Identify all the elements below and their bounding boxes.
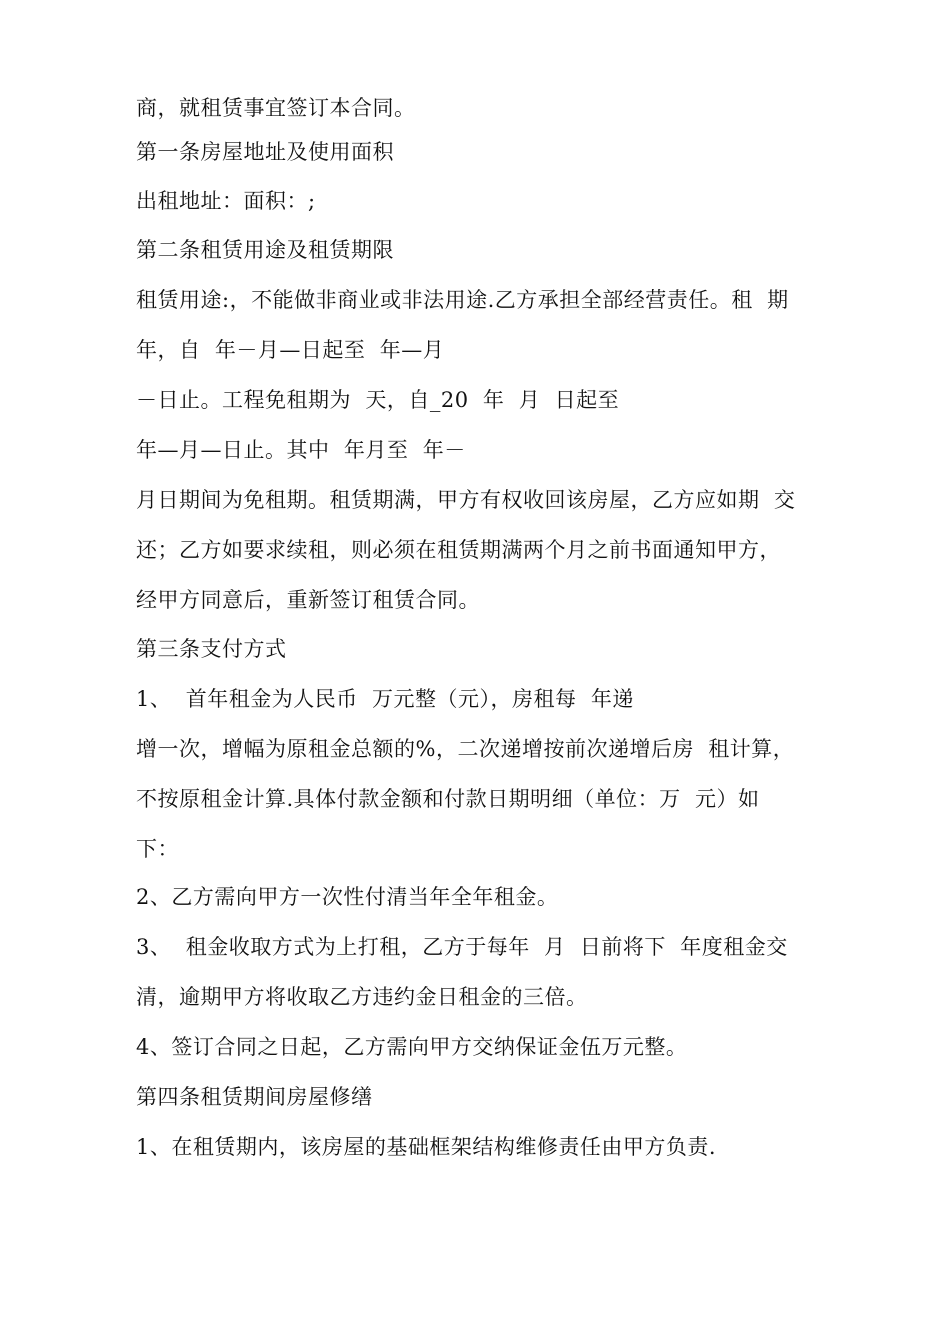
text-line: 经甲方同意后，重新签订租赁合同。 bbox=[136, 588, 480, 612]
text-line: 年—月—日止。其中 年月至 年－ bbox=[136, 438, 466, 462]
section-heading: 第二条租赁用途及租赁期限 bbox=[136, 238, 394, 262]
text-line: 月日期间为免租期。租赁期满，甲方有权收回该房屋，乙方应如期 交 bbox=[136, 488, 796, 512]
section-heading: 第四条租赁期间房屋修缮 bbox=[136, 1085, 373, 1109]
text-line: 3、 租金收取方式为上打租，乙方于每年 月 日前将下 年度租金交 bbox=[136, 935, 788, 959]
text-line: 年，自 年－月—日起至 年—月 bbox=[136, 338, 445, 362]
text-line: 下： bbox=[136, 837, 179, 861]
text-line: 清，逾期甲方将收取乙方违约金日租金的三倍。 bbox=[136, 985, 588, 1009]
section-heading: 第一条房屋地址及使用面积 bbox=[136, 140, 394, 164]
text-line: 1、 首年租金为人民币 万元整（元），房租每 年递 bbox=[136, 687, 634, 711]
text-line: 商，就租赁事宜签订本合同。 bbox=[136, 96, 416, 120]
text-line: 租赁用途:，不能做非商业或非法用途.乙方承担全部经营责任。租 期 bbox=[136, 288, 789, 312]
text-line: 不按原租金计算.具体付款金额和付款日期明细（单位：万 元）如 bbox=[136, 787, 760, 811]
text-line: 2、乙方需向甲方一次性付清当年全年租金。 bbox=[136, 885, 559, 909]
text-line: 还；乙方如要求续租，则必须在租赁期满两个月之前书面通知甲方， bbox=[136, 538, 781, 562]
section-heading: 第三条支付方式 bbox=[136, 637, 287, 661]
text-line: 出租地址：面积：; bbox=[136, 189, 316, 213]
text-line: 4、签订合同之日起，乙方需向甲方交纳保证金伍万元整。 bbox=[136, 1035, 688, 1059]
text-line: 1、在租赁期内，该房屋的基础框架结构维修责任由甲方负责. bbox=[136, 1135, 717, 1159]
text-line: －日止。工程免租期为 天，自_20 年 月 日起至 bbox=[136, 388, 620, 412]
text-line: 增一次，增幅为原租金总额的%，二次递增按前次递增后房 租计算， bbox=[136, 737, 795, 761]
